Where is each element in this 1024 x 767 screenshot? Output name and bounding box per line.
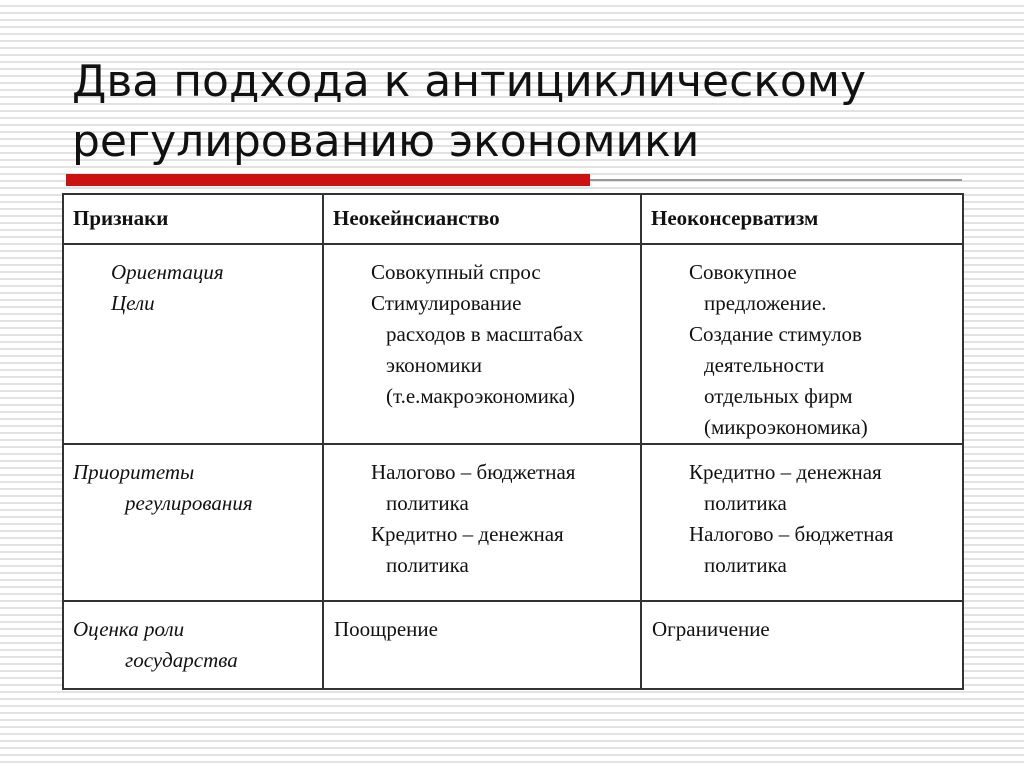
feature-label: Цели <box>111 291 155 315</box>
neo-conservative-cell <box>641 444 963 601</box>
neo-keynesian-cell <box>323 601 641 689</box>
title-rule-line <box>590 179 962 181</box>
neo-keynesian-cell <box>323 244 641 444</box>
header-neo-conservative: Неоконсерватизм <box>641 194 963 244</box>
neo-conservative-cell <box>641 244 963 444</box>
cell-entry: Совокупное предложение. <box>689 260 827 315</box>
table-row-state-role <box>63 601 963 689</box>
title-accent-bar <box>66 174 590 186</box>
slide-title-line-2: регулированию экономики <box>72 116 700 167</box>
feature-cell <box>63 244 323 444</box>
table-row-priorities <box>63 444 963 601</box>
feature-label: регулирования <box>125 491 253 515</box>
cell-entry: Налогово – бюджетная политика <box>371 460 576 515</box>
feature-cell <box>63 444 323 601</box>
cell-entry: Налогово – бюджетная политика <box>689 522 894 577</box>
cell-entry: Кредитно – денежная политика <box>689 460 882 515</box>
table-header-row <box>63 194 963 244</box>
slide-title-line-1: Два подхода к антициклическому <box>72 56 867 107</box>
cell-entry: Стимулирование расходов в масштабах экономики (т.е.макроэкономика) <box>371 291 584 408</box>
feature-label: государства <box>125 648 238 672</box>
neo-conservative-cell <box>641 601 963 689</box>
neo-keynesian-cell <box>323 444 641 601</box>
title-underline <box>66 172 962 188</box>
cell-entry: Совокупный спрос <box>371 260 541 284</box>
feature-label: Приоритеты <box>73 460 195 484</box>
comparison-table <box>62 193 964 690</box>
header-neo-keynesian: Неокейнсианство <box>323 194 641 244</box>
cell-entry: Создание стимулов деятельности отдельных фирм (микроэкономика) <box>689 322 868 439</box>
table-row-orientation <box>63 244 963 444</box>
feature-label: Ориентация <box>111 260 224 284</box>
cell-entry: Поощрение <box>334 617 438 641</box>
feature-label: Оценка роли <box>73 617 185 641</box>
feature-cell <box>63 601 323 689</box>
slide-title <box>72 52 972 172</box>
header-features: Признаки <box>63 194 323 244</box>
cell-entry: Кредитно – денежная политика <box>371 522 564 577</box>
cell-entry: Ограничение <box>652 617 770 641</box>
